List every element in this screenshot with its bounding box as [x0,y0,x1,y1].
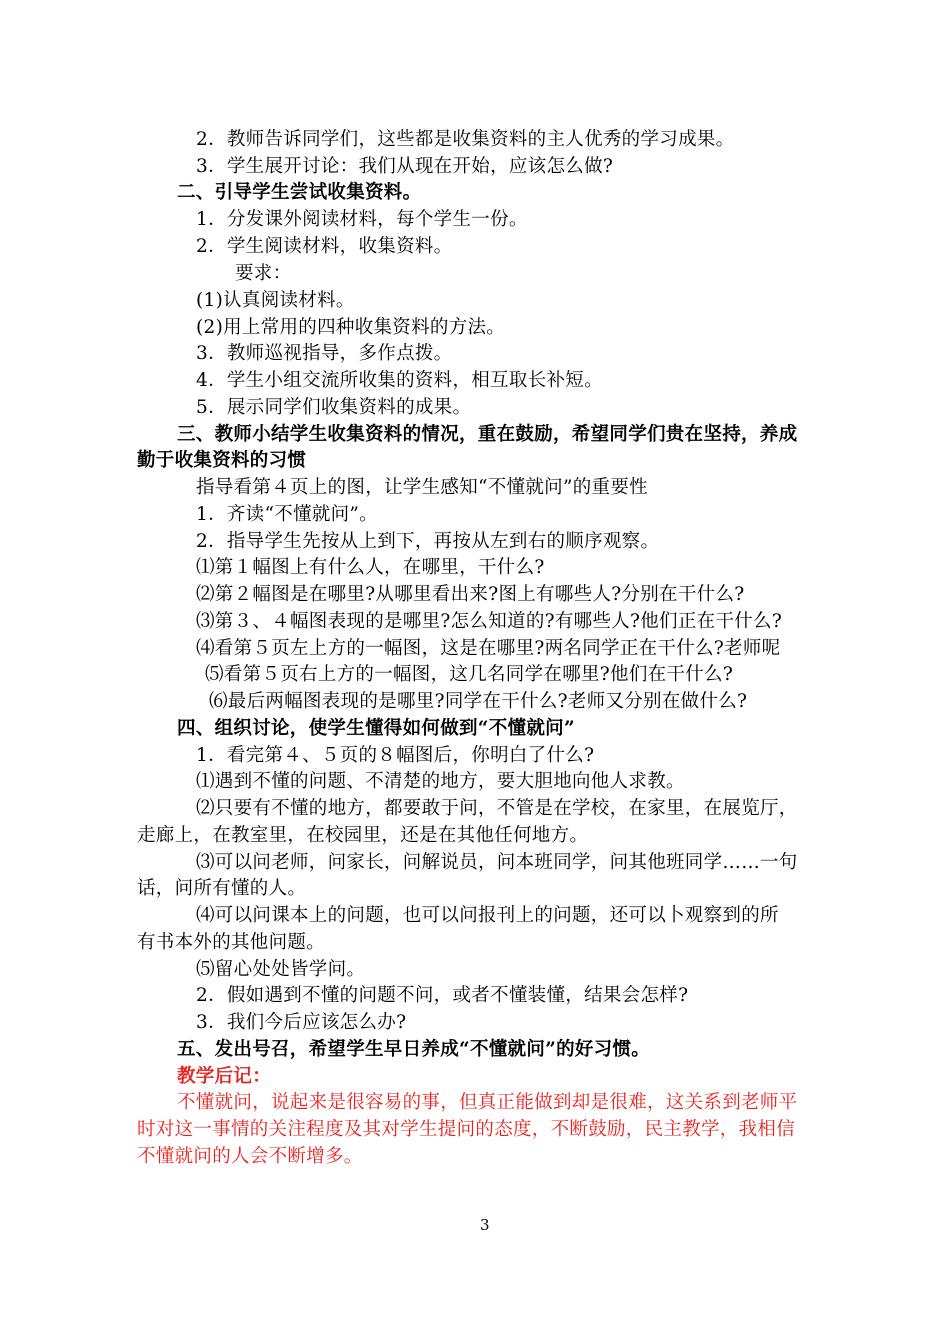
text-line: (2)用上常用的四种收集资料的方法。 [196,317,506,338]
section-heading-continued: 勤于收集资料的习惯 [137,450,307,471]
teaching-notes-text: 不懂就问的人会不断增多。 [137,1146,363,1167]
text-line: 2．指导学生先按从上到下，再按从左到右的顺序观察。 [196,531,660,552]
text-line: 4．学生小组交流所收集的资料，相互取长补短。 [196,370,603,391]
text-line: ⑴第１幅图上有什么人，在哪里，干什么? [196,557,545,578]
section-heading: 二、引导学生尝试收集资料。 [177,182,422,203]
section-heading: 五、发出号召，希望学生早日养成“不懂就问”的好习惯。 [177,1039,651,1060]
text-line: ⑶第３、４幅图表现的是哪里?怎么知道的?有哪些人?他们正在干什么? [196,611,783,632]
text-line: 3．教师巡视指导，多作点拨。 [196,343,453,364]
text-line: ⑸看第５页右上方的一幅图，这几名同学在哪里?他们在干什么? [205,664,734,685]
text-line: 3．学生展开讨论：我们从现在开始，应该怎么做? [196,156,614,177]
text-line: ⑷可以问课本上的问题，也可以问报刊上的问题，还可以卜观察到的所 [196,905,779,926]
text-line: 话，问所有懂的人。 [137,878,307,899]
section-heading: 四、组织讨论，使学生懂得如何做到“不懂就问” [177,718,575,739]
text-line: 2．假如遇到不懂的问题不问，或者不懂装懂，结果会怎样? [196,985,689,1006]
text-line: 1．看完第４、５页的８幅图后，你明白了什么? [196,745,595,766]
text-line: 2．教师告诉同学们，这些都是收集资料的主人优秀的学习成果。 [196,129,735,150]
text-line: 1．分发课外阅读材料，每个学生一份。 [196,209,528,230]
text-line: 2．学生阅读材料，收集资料。 [196,236,453,257]
teaching-notes-text: 不懂就问，说起来是很容易的事，但真正能做到却是很难，这关系到老师平 [177,1092,798,1113]
text-line: 要求： [235,263,292,284]
text-line: 1．齐读“不懂就问”。 [196,504,378,525]
text-line: ⑸留心处处皆学问。 [196,959,366,980]
section-heading: 三、教师小结学生收集资料的情况，重在鼓励，希望同学们贵在坚持，养成 [177,424,798,445]
text-line: ⑷看第５页左上方的一幅图，这是在哪里?两名同学正在干什么?老师呢 [196,638,781,659]
text-line: ⑵第２幅图是在哪里?从哪里看出来?图上有哪些人?分别在干什么? [196,584,745,605]
text-line: 5．展示同学们收集资料的成果。 [196,397,472,418]
text-line: 走廊上，在教室里，在校园里，还是在其他任何地方。 [137,825,589,846]
text-line: ⑴遇到不懂的问题、不清楚的地方，要大胆地向他人求教。 [196,771,685,792]
teaching-notes-heading: 教学后记： [177,1066,272,1087]
text-line: 指导看第４页上的图，让学生感知“不懂就问”的重要性 [196,477,648,498]
text-line: ⑹最后两幅图表现的是哪里?同学在干什么?老师又分别在做什么? [209,691,748,712]
text-line: 有书本外的其他问题。 [137,932,326,953]
text-line: ⑶可以问老师，问家长，问解说员，问本班同学，问其他班同学……一句 [196,852,798,873]
text-line: (1)认真阅读材料。 [196,290,355,311]
text-line: ⑵只要有不懂的地方，都要敢于问，不管是在学校，在家里，在展览厅， [196,798,798,819]
text-line: 3．我们今后应该怎么办? [196,1012,407,1033]
page-number: 3 [480,1216,490,1234]
teaching-notes-text: 时对这一事情的关注程度及其对学生提问的态度，不断鼓励，民主教学，我相信 [137,1119,796,1140]
